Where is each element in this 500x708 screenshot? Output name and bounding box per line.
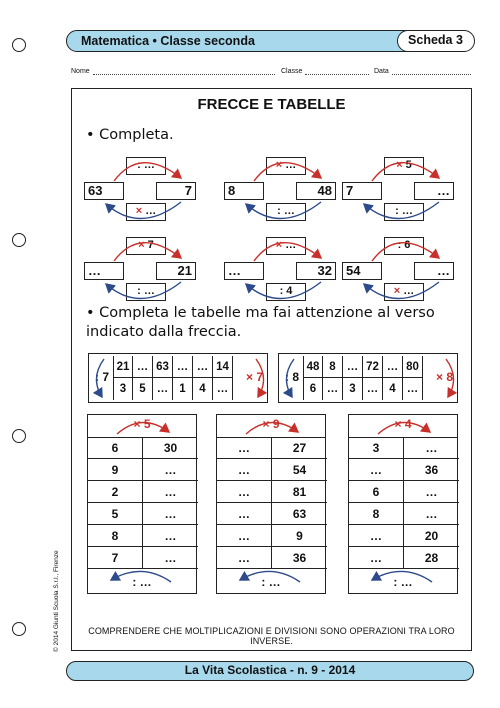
table-cell-right[interactable]: 9 — [272, 525, 327, 547]
instruction-1: • Completa. — [86, 127, 174, 143]
backward-arrow — [364, 282, 439, 299]
operator-box-top[interactable]: × 5 — [384, 157, 424, 175]
multiply-arrow — [446, 359, 454, 397]
table-divide-arrow — [240, 571, 300, 582]
row-table-cell[interactable]: 1 — [173, 378, 193, 400]
table-cell-left[interactable]: 7 — [88, 547, 143, 569]
right-number-box[interactable]: 32 — [296, 262, 336, 280]
row-table-cell[interactable]: 8 — [323, 356, 343, 378]
divide-arrow — [286, 359, 294, 397]
backward-arrow — [246, 202, 321, 219]
table-divide-arrow — [111, 571, 171, 582]
table-cell-left[interactable]: 9 — [88, 459, 143, 481]
name-label: Nome — [71, 68, 90, 75]
left-number-box[interactable]: … — [84, 262, 124, 280]
table-cell-left[interactable]: 2 — [88, 481, 143, 503]
table-cell-right[interactable]: 36 — [404, 459, 459, 481]
table-cell-right[interactable]: … — [143, 503, 198, 525]
right-number-box[interactable]: … — [414, 182, 454, 200]
objective-text: COMPRENDERE CHE MOLTIPLICAZIONI E DIVISIONI SONO OPERAZIONI TRA LORO INVERSE. — [88, 626, 455, 646]
divide-operator: : … — [393, 575, 413, 589]
divide-arrow — [96, 359, 104, 397]
table-cell-right[interactable]: … — [143, 547, 198, 569]
table-cell-right[interactable]: … — [404, 481, 459, 503]
operator-box-top[interactable]: × … — [266, 237, 306, 255]
row-table-cell[interactable]: … — [133, 356, 153, 378]
operator-box-bottom[interactable]: : … — [266, 203, 306, 221]
publication-footer: La Vita Scolastica - n. 9 - 2014 — [66, 661, 474, 681]
left-number-box[interactable]: 63 — [84, 182, 124, 200]
right-number-box[interactable]: … — [414, 262, 454, 280]
table-cell-right[interactable]: 27 — [272, 437, 327, 459]
row-table-cell[interactable]: … — [343, 356, 363, 378]
backward-arrow — [246, 282, 321, 299]
table-cell-right[interactable]: 30 — [143, 437, 198, 459]
multiply-arrow — [256, 359, 264, 397]
row-table-cell[interactable]: 4 — [193, 378, 213, 400]
left-operator: : 7 — [95, 370, 110, 384]
table-cell-left[interactable]: 6 — [88, 437, 143, 459]
forward-arrow — [254, 243, 321, 261]
divide-operator: : … — [132, 575, 152, 589]
row-table-cell[interactable]: … — [193, 356, 213, 378]
row-table-cell[interactable]: 4 — [383, 378, 403, 400]
table-divide-arrow — [372, 571, 432, 582]
row-table-cell[interactable]: 6 — [303, 378, 323, 400]
table-cell-left[interactable]: … — [217, 481, 272, 503]
table-cell-right[interactable]: 28 — [404, 547, 459, 569]
table-cell-left[interactable]: … — [217, 437, 272, 459]
multiply-operator: × 9 — [262, 417, 280, 431]
row-table-cell[interactable]: 21 — [113, 356, 133, 378]
row-table-cell[interactable]: 14 — [213, 356, 233, 378]
class-label: Classe — [281, 68, 303, 75]
table-cell-left[interactable]: 6 — [349, 481, 404, 503]
right-operator: × 7 — [245, 370, 263, 384]
table-cell-left[interactable]: 8 — [349, 503, 404, 525]
operator-box-bottom[interactable]: × … — [384, 283, 424, 301]
left-number-box[interactable]: 54 — [342, 262, 382, 280]
operator-box-bottom[interactable]: × … — [126, 203, 166, 221]
table-cell-right[interactable]: … — [143, 459, 198, 481]
operator-box-bottom[interactable]: : … — [126, 283, 166, 301]
row-table-cell[interactable]: 48 — [303, 356, 323, 378]
row-table-cell[interactable]: … — [173, 356, 193, 378]
date-label: Data — [374, 68, 389, 75]
table-cell-right[interactable]: 63 — [272, 503, 327, 525]
table-cell-left[interactable]: … — [217, 547, 272, 569]
table-cell-left[interactable]: 5 — [88, 503, 143, 525]
operator-box-top[interactable]: × … — [266, 157, 306, 175]
table-cell-left[interactable]: 3 — [349, 437, 404, 459]
left-number-box[interactable]: 8 — [224, 182, 264, 200]
table-cell-left[interactable]: … — [349, 459, 404, 481]
copyright: © 2014 Giunti Scuola S.r.l., Firenze — [53, 550, 60, 652]
row-table-cell[interactable]: … — [323, 378, 343, 400]
left-number-box[interactable]: 7 — [342, 182, 382, 200]
backward-arrow — [364, 202, 439, 219]
table-cell-right[interactable]: … — [404, 503, 459, 525]
row-table-cell[interactable]: 63 — [153, 356, 173, 378]
row-table-cell[interactable]: 80 — [403, 356, 423, 378]
row-table-cell[interactable]: … — [403, 378, 423, 400]
table-cell-right[interactable]: 20 — [404, 525, 459, 547]
multiply-operator: × 4 — [394, 417, 412, 431]
table-multiply-arrow — [117, 422, 169, 434]
row-table-cell[interactable]: … — [383, 356, 403, 378]
operator-box-top[interactable]: × 7 — [126, 237, 166, 255]
subject-label: Matematica • Classe seconda — [81, 34, 255, 48]
operator-box-bottom[interactable]: : … — [384, 203, 424, 221]
row-table-cell[interactable]: … — [213, 378, 233, 400]
backward-arrow — [106, 282, 181, 299]
divide-operator: : … — [261, 575, 281, 589]
page-title: FRECCE E TABELLE — [197, 96, 346, 113]
table-cell-left[interactable]: … — [217, 503, 272, 525]
left-operator: : 8 — [285, 370, 300, 384]
right-number-box[interactable]: 48 — [296, 182, 336, 200]
table-cell-right[interactable]: … — [404, 437, 459, 459]
right-number-box[interactable]: 7 — [156, 182, 196, 200]
table-cell-right[interactable]: 36 — [272, 547, 327, 569]
multiply-operator: × 5 — [133, 417, 151, 431]
row-table-cell[interactable]: 3 — [113, 378, 133, 400]
forward-arrow — [254, 163, 321, 181]
forward-arrow — [372, 163, 439, 181]
right-number-box[interactable]: 21 — [156, 262, 196, 280]
forward-arrow — [114, 163, 181, 181]
table-cell-left[interactable]: … — [349, 525, 404, 547]
table-cell-left[interactable]: … — [349, 547, 404, 569]
operator-box-top[interactable]: : … — [126, 157, 166, 175]
left-number-box[interactable]: … — [224, 262, 264, 280]
table-cell-left[interactable]: … — [217, 525, 272, 547]
table-cell-right[interactable]: … — [143, 525, 198, 547]
forward-arrow — [372, 243, 439, 261]
table-cell-right[interactable]: 81 — [272, 481, 327, 503]
operator-box-top[interactable]: : 6 — [384, 237, 424, 255]
table-cell-left[interactable]: 8 — [88, 525, 143, 547]
row-table-cell[interactable]: 5 — [133, 378, 153, 400]
backward-arrow — [106, 202, 181, 219]
table-cell-right[interactable]: 54 — [272, 459, 327, 481]
instruction-2a: • Completa le tabelle ma fai attenzione al verso — [86, 305, 435, 321]
table-multiply-arrow — [246, 422, 298, 434]
row-table-cell[interactable]: 3 — [343, 378, 363, 400]
forward-arrow — [114, 243, 181, 261]
operator-box-bottom[interactable]: : 4 — [266, 283, 306, 301]
card-label: Scheda 3 — [397, 30, 475, 52]
table-cell-left[interactable]: … — [217, 459, 272, 481]
instruction-2b: indicato dalla freccia. — [86, 324, 242, 340]
table-cell-right[interactable]: … — [143, 481, 198, 503]
row-table-cell[interactable]: 72 — [363, 356, 383, 378]
row-table-cell[interactable]: … — [363, 378, 383, 400]
right-operator: × 8 — [435, 370, 453, 384]
row-table-cell[interactable]: … — [153, 378, 173, 400]
table-multiply-arrow — [378, 422, 430, 434]
